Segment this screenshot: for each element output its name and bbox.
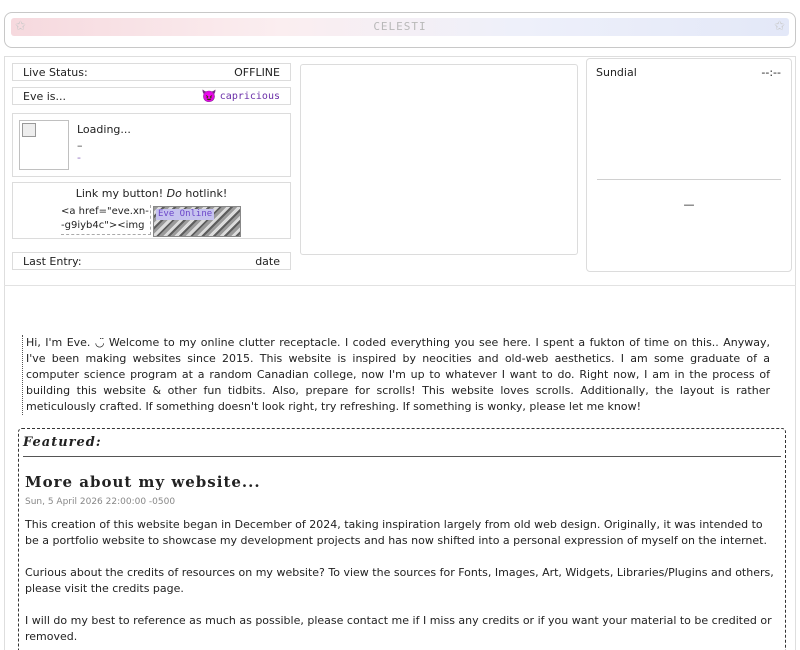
loading-artist: – (77, 139, 83, 152)
post-paragraph: Curious about the credits of resources on my website? To view the sources for Fonts, Images, Art, Widgets, Libraries/Plugins and others, please visit the credits page. (25, 566, 774, 595)
featured-heading: Featured: (23, 435, 102, 450)
sundial-divider (597, 179, 781, 180)
mood-label: Eve is... (23, 89, 67, 103)
featured-rule (23, 456, 781, 457)
hotlink-title-emphasis: Do (166, 187, 182, 200)
sundial-value: — (683, 198, 695, 211)
site-button-text: Eve Online (158, 209, 213, 219)
sundial-header (596, 66, 781, 79)
devil-face-icon: 😈 (201, 89, 217, 103)
post-date: Sun, 5 April 2026 22:00:00 -0500 (25, 497, 176, 507)
last-entry-row (12, 252, 291, 270)
live-status-row (12, 63, 291, 81)
star-icon: ✩ (774, 19, 785, 34)
sundial-time: --:-- (761, 66, 781, 79)
mood-row (12, 87, 291, 105)
banner-gradient (11, 18, 789, 36)
star-icon: ✩ (15, 19, 26, 34)
now-playing-box (12, 113, 291, 177)
hotlink-title-prefix: Link my button! (75, 187, 167, 200)
section-divider (4, 285, 796, 286)
live-status-value: OFFLINE (234, 65, 280, 79)
top-banner (4, 12, 796, 48)
embed-code-textarea[interactable]: <a href="eve.xn--g9iyb4c"><img (61, 205, 151, 235)
sundial-panel (586, 58, 792, 272)
live-status-label: Live Status: (23, 65, 88, 79)
site-88x31-button[interactable] (153, 206, 241, 237)
broken-image-icon (19, 120, 69, 170)
post-body (25, 517, 779, 650)
mood-link[interactable] (202, 89, 280, 103)
hotlink-button-box (12, 182, 291, 239)
featured-section (18, 428, 786, 650)
post-paragraph: This creation of this website began in December of 2024, taking inspiration largely from old web design. Originally, it was intended to be a portfolio website to showcase my development projects and has now shifted into a personal expression of myself on the internet. (25, 518, 767, 547)
sundial-label: Sundial (596, 66, 637, 79)
mood-value: capricious (219, 90, 280, 102)
hotlink-title (13, 187, 290, 200)
loading-link[interactable]: - (77, 151, 81, 164)
last-entry-label: Last Entry: (23, 254, 82, 268)
site-brand[interactable]: CELESTI (373, 20, 427, 33)
last-entry-value: date (255, 254, 280, 268)
intro-paragraph: Hi, I'm Eve. ◡̈ Welcome to my online clutter receptacle. I coded everything you see here. I spent a fukton of time on this.. Anyway, I've been making websites since 2015. This website is inspired by neocities and old-web aesthetics. I am some graduate of a computer science program at a random Canadian college, now I'm up to whatever I want to do. Right now, I am in the process of building this website & other fun tidbits. Also, prepare for scrolls! This website loves scrolls. Additionally, the layout is rather meticulously crafted. If something doesn't look right, try refreshing. If something is wonky, please let me know! (22, 335, 770, 415)
post-title[interactable]: More about my website... (25, 473, 261, 491)
hotlink-title-suffix: hotlink! (181, 187, 228, 200)
post-paragraph: I will do my best to reference as much as possible, please contact me if I miss any credits or if you want your material to be credited or removed. (25, 614, 772, 643)
center-widget-panel (300, 64, 578, 255)
loading-text: Loading... (77, 123, 131, 136)
